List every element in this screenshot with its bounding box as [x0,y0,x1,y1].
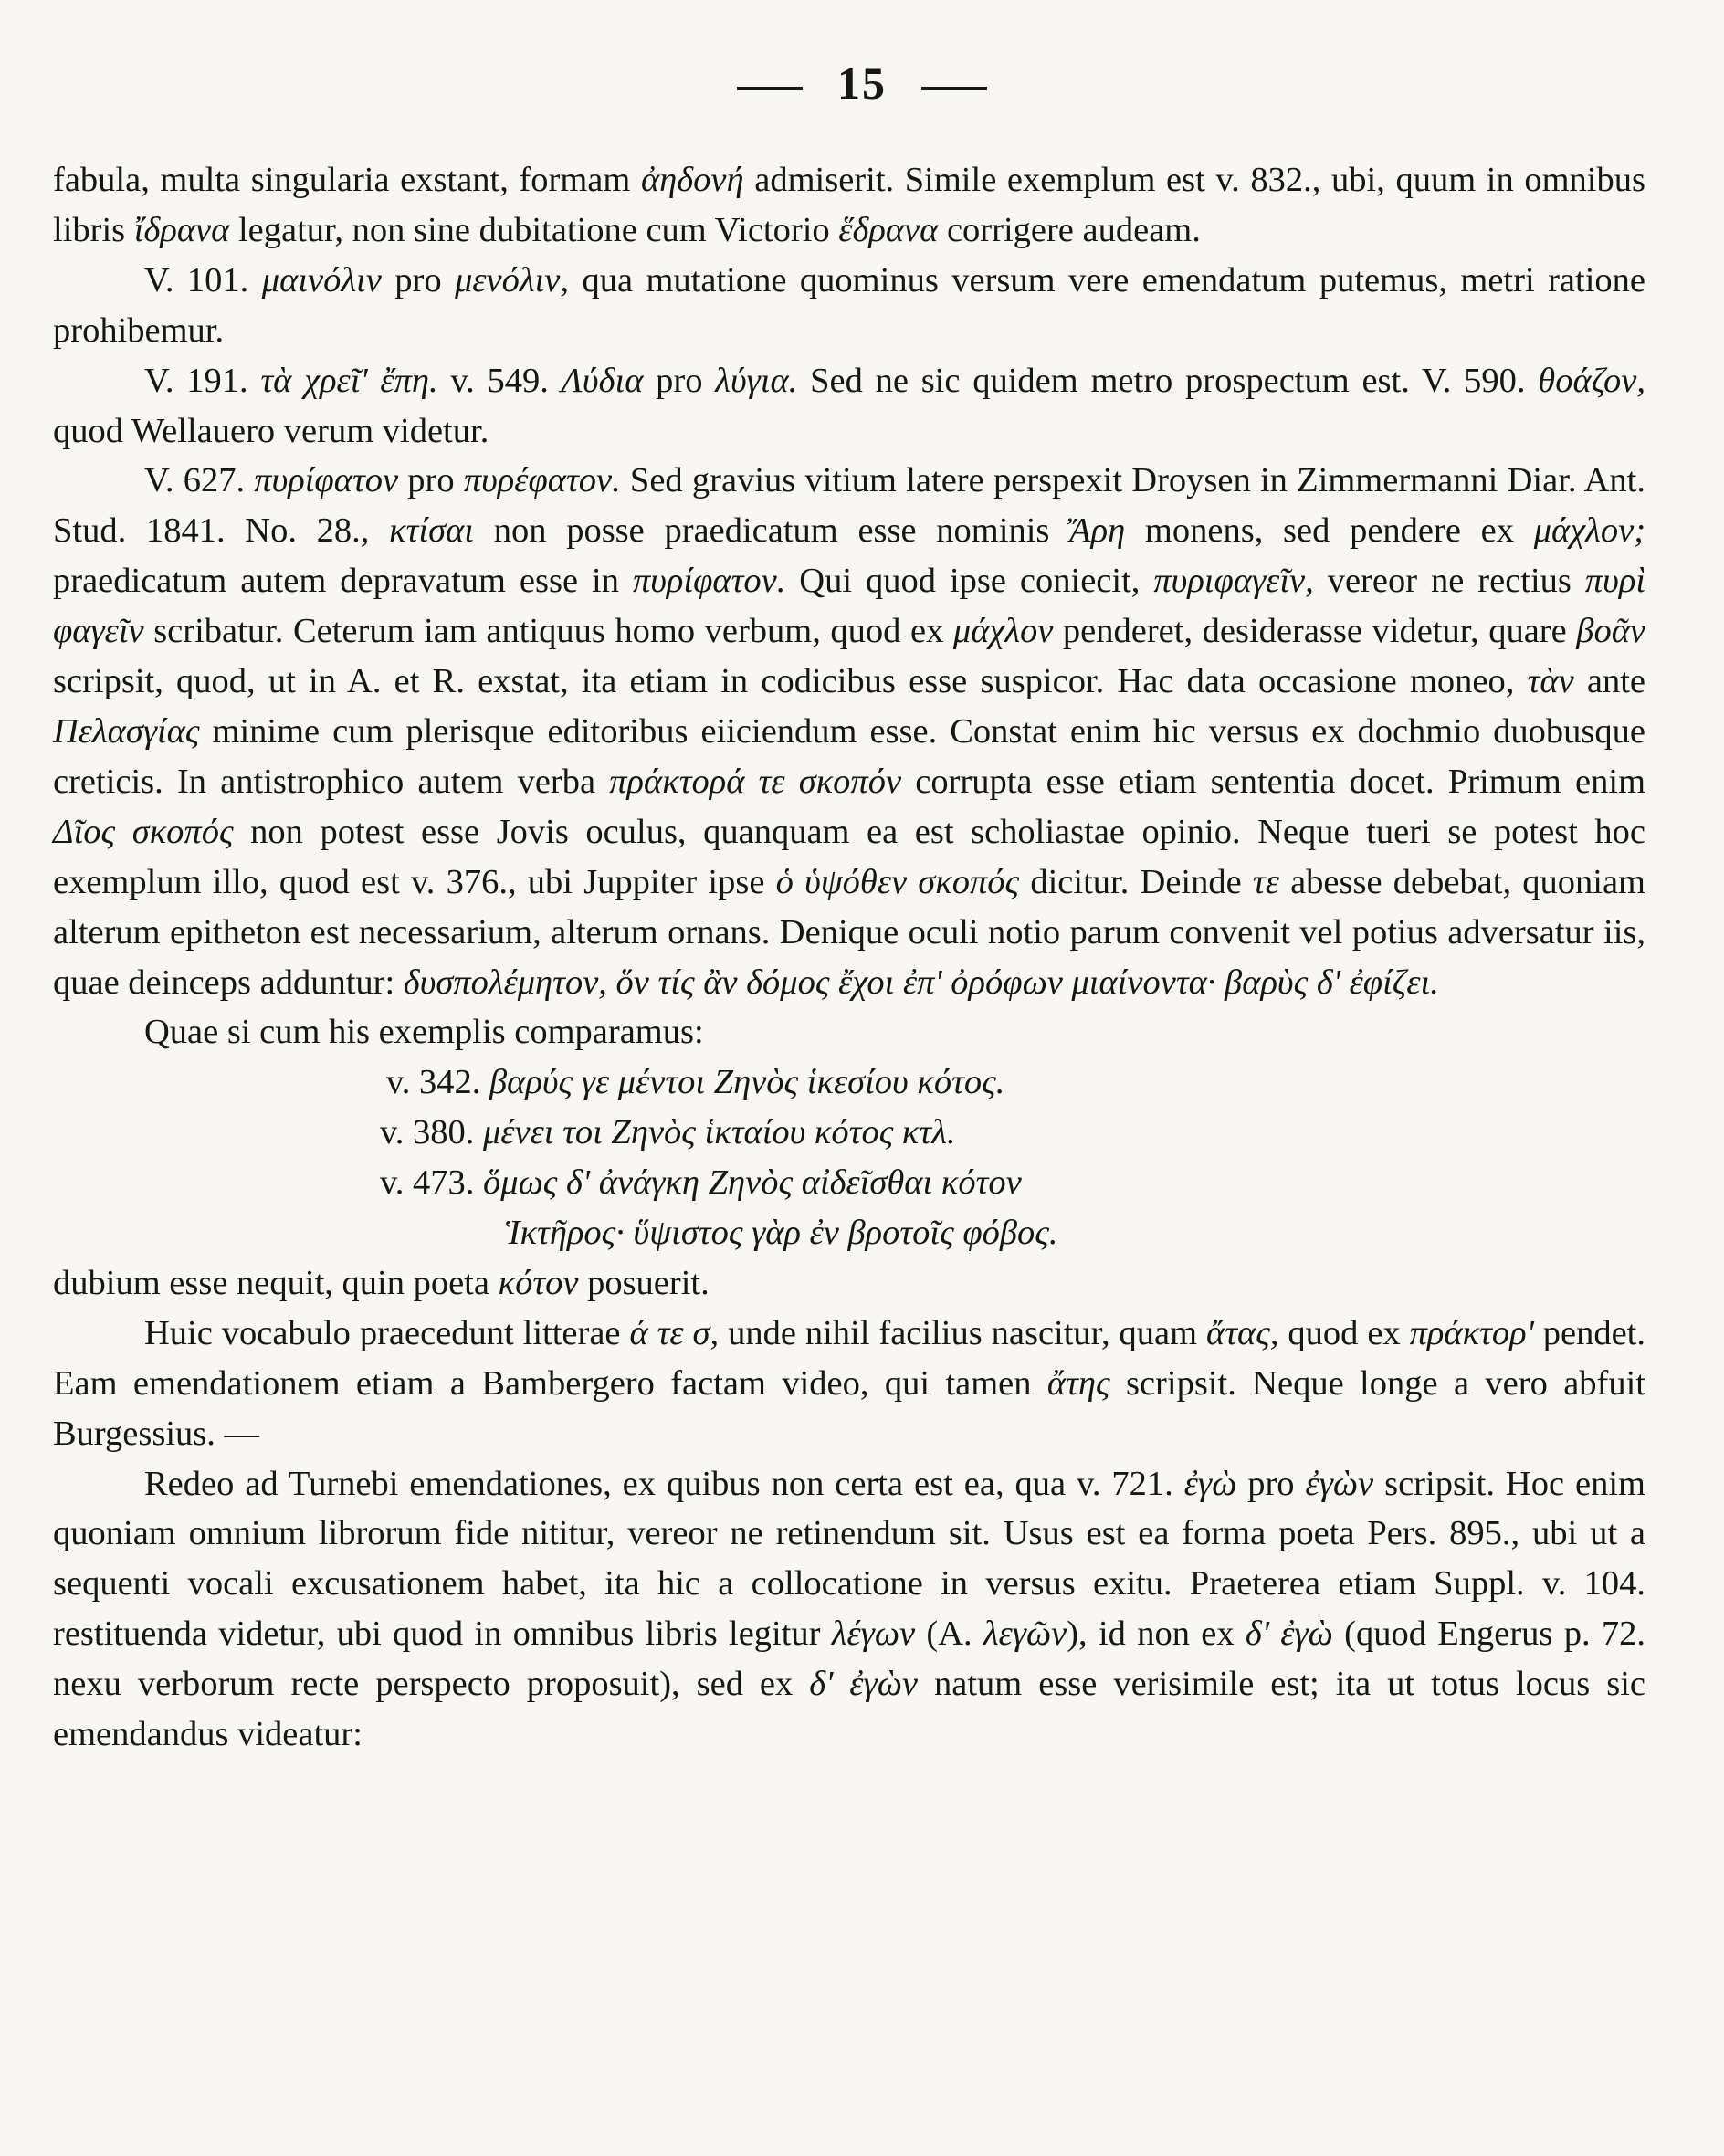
greek-quotation: δυσπολέμητον, ὅν τίς ἂν δόμος ἔχοι ἐπ' ὀρόφων μιαίνοντα· βαρὺς δ' ἐφίζει. [403,962,1439,1002]
text-run: admiserit. Simile exemplum est v. 832., ubi, quum in omnibus libris [53,161,1645,249]
text-run: scripsit, quod, ut in A. et R. exstat, ita etiam in codicibus esse suspicor. Hac data occasione moneo, [53,662,1528,701]
text-run: legatur, non sine dubitatione cum Victorio [229,210,839,249]
text-run: ante [1573,662,1645,701]
greek-word: μενόλιν, [455,260,569,300]
page-header [0,57,1724,110]
greek-word: ἕδρανα [838,210,939,249]
verse-reference: V. 101. [144,260,262,300]
greek-word: βοᾶν [1576,612,1646,651]
text-run: pro [643,361,716,400]
text-run: pro [398,461,464,500]
greek-word: ά τε σ, [629,1313,720,1352]
greek-word: κτίσαι [389,511,475,551]
greek-word: πυρέφατον. [463,461,621,500]
verse-reference: V. 191. [144,361,261,400]
text-run: quod Wellauero verum videtur. [53,411,489,450]
verse-reference: v. 380. [380,1113,475,1152]
greek-word: πυρὶ φαγεῖν [53,562,1646,651]
greek-word: δ' ἐγὼ [1245,1614,1333,1654]
text-run: scripsit. Hoc enim quoniam omnium librorum fide nititur, vereor ne retinendum sit. Usus est ea forma poeta Pers. 895., ubi ut a sequenti vocali excusationem habet, ita hic a collocatione in versus exitu. Praeterea etiam Suppl. v. 104. restituenda videtur, ubi quod in omnibus libris legitur [53,1464,1645,1654]
greek-word: ἄτης [1046,1363,1110,1403]
text-run: unde nihil facilius nascitur, quam [719,1313,1206,1352]
greek-word: μαινόλιν [261,260,382,300]
text-run: scribatur. Ceterum iam antiquus homo verbum, quod ex [143,612,953,651]
greek-word: πυριφαγεῖν, [1153,562,1314,601]
greek-word: ὁ ὑψόθεν σκοπός [775,862,1020,901]
greek-verse: Ἱκτῆρος· ὕψιστος γὰρ ἐν βροτοῖς φόβος. [505,1214,1058,1253]
greek-word: ἴδρανα [133,210,230,249]
greek-word: Δῖος σκοπός [53,812,234,851]
greek-word: Πελασγίας [53,711,200,751]
greek-word: ἐγὼ [1183,1464,1237,1503]
greek-word: Ἄρη [1069,511,1126,551]
paragraph-3 [53,356,1645,457]
greek-word: τὰν [1527,662,1574,701]
greek-word: πυρίφατον [254,461,399,500]
greek-verse: βαρύς γε μέντοι Ζηνὸς ἱκεσίου κότος. [489,1063,1005,1102]
verse-reference: v. 473. [380,1163,475,1203]
text-run: vereor ne rectius [1313,562,1585,601]
text-run: dicitur. Deinde [1019,862,1253,901]
text-run: Redeo ad Turnebi emendationes, ex quibus non certa est ea, qua v. 721. [144,1464,1184,1503]
text-run: v. 549. [437,361,562,400]
text-run: natum esse verisimile est; ita ut totus locus sic emendandus videatur: [53,1665,1645,1754]
text-run: pro [1236,1464,1306,1503]
text-run: Qui quod ipse coniecit, [785,562,1154,601]
text-run: non potest esse Jovis oculus, quanquam ea est scholiastae opinio. Neque tueri se potest hoc exemplum illo, quod est v. 376., ubi Juppiter ipse [53,812,1646,901]
text-run: (quod Engerus p. 72. nexu verborum recte perspecto proposuit), sed ex [53,1614,1645,1704]
paragraph-5 [53,1007,1645,1057]
text-run: Huic vocabulo praecedunt litterae [144,1313,630,1352]
verse-quotations [53,1057,1645,1258]
greek-word: πράκτορ' [1409,1313,1534,1352]
paragraph-8 [53,1459,1645,1760]
text-run: praedicatum autem depravatum esse in [53,562,633,601]
verse-line [53,1057,1645,1108]
text-run: monens, sed pendere ex [1125,511,1534,551]
text-run: penderet, desiderasse videtur, quare [1053,612,1577,651]
verse-reference: v. 342. [386,1063,481,1102]
text-run: corrupta esse etiam sententia docet. Primum enim [901,762,1646,801]
text-run: (A. [915,1614,983,1654]
text-run: ), id non ex [1067,1614,1246,1654]
text-run: abesse debebat, quoniam alterum epitheton est necessarium, alterum ornans. Denique oculi notio parum convenit vel potius adversatur iis, quae deinceps adduntur: [53,862,1646,1002]
greek-word: Λύδια [561,361,644,400]
paragraph-2 [53,256,1645,356]
greek-word: πράκτορά τε σκοπόν [609,762,902,801]
greek-word: ἀηδονή [640,161,744,199]
text-run: pro [381,260,456,300]
greek-verse: μένει τοι Ζηνὸς ἱκταίου κότος κτλ. [483,1113,956,1152]
greek-word: τε [1252,862,1279,901]
paragraph-6 [53,1258,1645,1309]
greek-verse: ὅμως δ' ἀνάγκη Ζηνὸς αἰδεῖσθαι κότον [483,1163,1022,1203]
text-run: corrigere audeam. [938,210,1201,249]
header-dash-right [921,87,987,90]
paragraph-7 [53,1309,1645,1459]
greek-word: μάχλον [952,612,1054,651]
text-run: dubium esse nequit, quin poeta [53,1263,499,1302]
verse-line [53,1208,1645,1258]
text-run: pendet. Eam emendationem etiam a Bambergero factam video, qui tamen [53,1313,1645,1403]
text-run: minime cum plerisque editoribus eiiciendum esse. Constat enim hic versus ex dochmio duobusque creticis. In antistrophico autem verba [53,711,1645,801]
greek-word: λεγῶν [983,1614,1067,1654]
greek-word: ἐγὼν [1305,1464,1374,1503]
paragraph-1 [53,155,1645,256]
text-run: quod ex [1278,1313,1410,1352]
text-run: Quae si cum his exemplis comparamus: [144,1013,704,1052]
greek-word: ἄτας, [1206,1313,1279,1352]
greek-word: τὰ χρεῖ' ἔπη. [260,361,438,400]
text-run: fabula, multa singularia exstant, formam [53,161,641,199]
greek-word: μάχλον; [1533,511,1646,551]
paragraph-4 [53,456,1645,1007]
greek-word: πυρίφατον. [632,562,786,601]
text-run: Sed ne sic quidem metro prospectum est. V. 590. [797,361,1539,400]
greek-word: λύγια. [715,361,798,400]
greek-word: λέγων [831,1614,916,1654]
page-number: 15 [837,58,887,109]
text-run: scripsit. Neque longe a vero abfuit Burgessius. — [53,1363,1645,1453]
verse-line [53,1158,1645,1208]
verse-line [53,1108,1645,1158]
header-dash-left [737,87,803,90]
text-run: qua mutatione quominus versum vere emendatum putemus, metri ratione prohibemur. [53,260,1646,350]
text-run: posuerit. [578,1263,710,1302]
text-run: non posse praedicatum esse nominis [474,511,1070,551]
body-text [53,155,1645,1760]
greek-word: δ' ἐγὼν [809,1665,918,1704]
verse-reference: V. 627. [144,461,255,500]
greek-word: θοάζον, [1538,361,1645,400]
text-run: Sed gravius vitium latere perspexit Droysen in Zimmermanni Diar. Ant. Stud. 1841. No. 28., [53,461,1645,551]
greek-word: κότον [498,1263,579,1302]
